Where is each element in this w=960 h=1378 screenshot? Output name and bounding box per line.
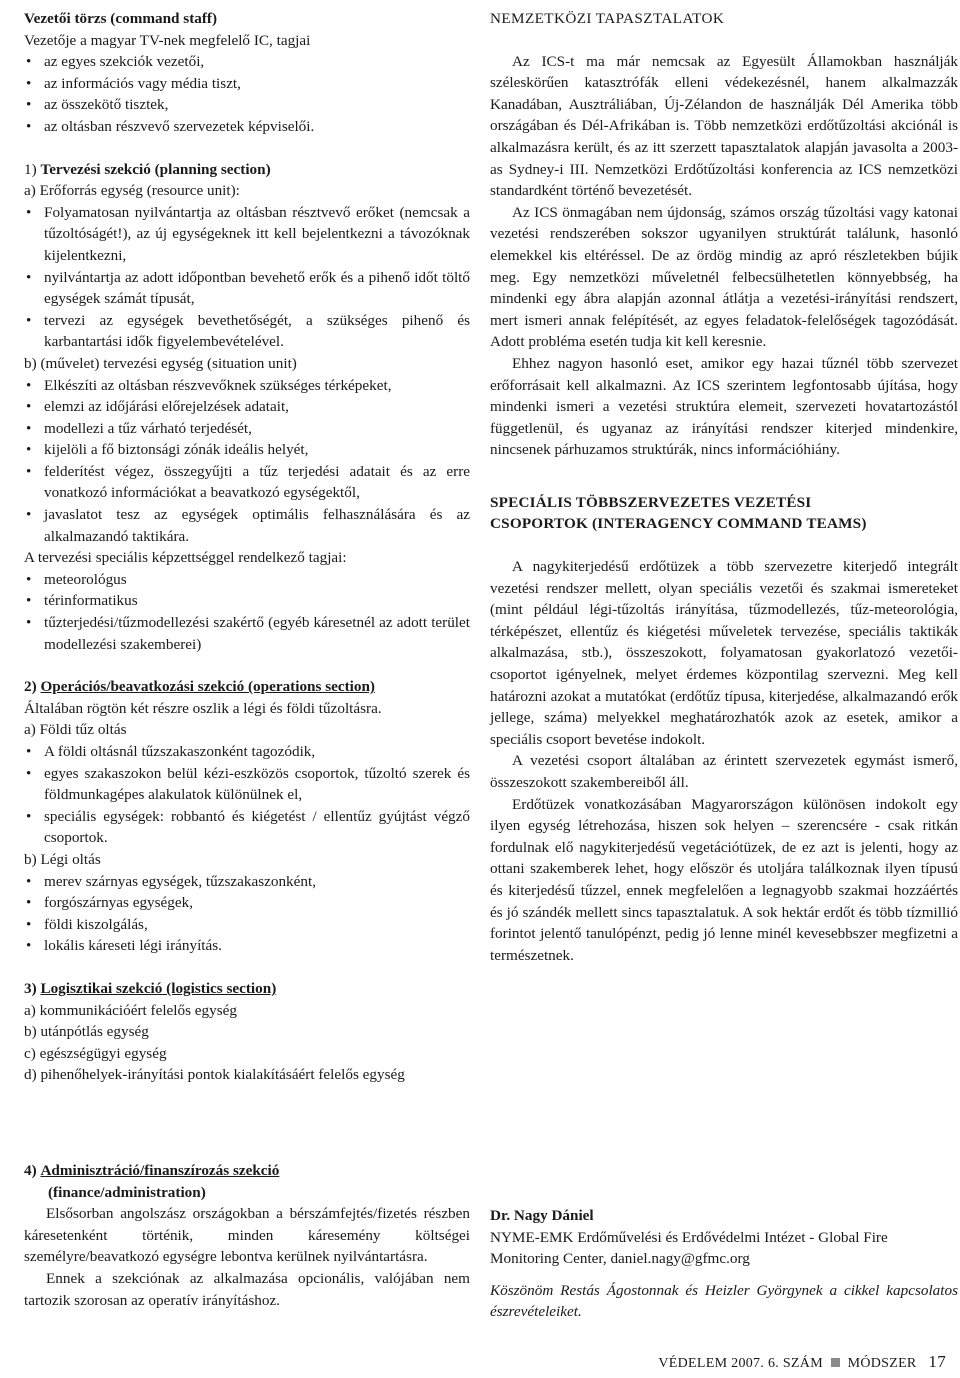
section-number: 4) xyxy=(24,1162,37,1179)
list-item: • nyilvántartja az adott időpontban bevehető erők és a pihenő időt töltő egységek számát típusát, xyxy=(24,267,470,310)
section-number: 2) xyxy=(24,678,37,696)
paragraph: A vezetési csoport általában az érintett szervezetek egymást ismerő, összeszokott szakembereiből áll. xyxy=(490,752,958,791)
section-number: 1) xyxy=(24,160,37,178)
subsection-a: a) Földi tűz oltás xyxy=(24,721,127,739)
list-item: d) pihenőhelyek-irányítási pontok kialakításáért felelős egység xyxy=(24,1066,405,1084)
left-column xyxy=(24,8,470,1086)
section-2-intro: Általában rögtön két részre oszlik a légi és földi tűzoltásra. xyxy=(24,699,382,717)
list-item: • tervezi az egységek bevethetőségét, a szükséges pihenő és karbantartási idők figyelembevételével. xyxy=(24,310,470,353)
list-item: • modellezi a tűz várható terjedését, xyxy=(24,418,470,440)
section-title: Adminisztráció/finanszírozás szekció xyxy=(40,1162,280,1179)
list-item: b) utánpótlás egység xyxy=(24,1023,149,1041)
section-title: Tervezési szekció (planning section) xyxy=(40,160,271,178)
paragraph: A nagykiterjedésű erdőtüzek a több szervezetre kiterjedő integrált vezetési rendszer mellett, olyan speciális vezetői és szakmai ismereteket (mint például légi-tűzoltás irányítása, tűzmodellezés, tűz-meteorológia, térképészet, ellentűz és kiégetési műveletek tervezése, speciális taktikák alkalmazása, stb.), összeszokott, folyamatosan gyakorlatozó vezetői-csoportot igényelnek, melyet érdemes központilag szervezni. Meg kell határozni azokat a mutatókat (erdőtűz típusa, kiterjedése, alkalmazandó erők jellege, száma) melyekkel meghatározhatók azok az esetek, amikor a speciális csoport bevetése indokolt. xyxy=(490,558,958,748)
list-item: • speciális egységek: robbantó és kiégetést / ellentűz gyújtást végző csoportok. xyxy=(24,806,470,849)
section-label: MÓDSZER xyxy=(847,1356,917,1371)
list-item: • A földi oltásnál tűzszakaszonként tagozódik, xyxy=(24,741,470,763)
list-item: • az oltásban részvevő szervezetek képviselői. xyxy=(24,116,470,138)
author-block xyxy=(490,1205,958,1323)
paragraph: Ehhez nagyon hasonló eset, amikor egy hazai tűznél több szervezet erőforrásait kell alkalmazni. Az ICS szerintem legfontosabb újítása, hogy mindenki ismeri a vezetési struktúra elemeit, szervezeti hovatartozástól függetlenül, és ugyanaz az irányítási rendszer kiterjed mindenkire, nincsenek párhuzamos struktúrák, nincs információhiány. xyxy=(490,354,958,459)
staff-title: Vezetői törzs (command staff) xyxy=(24,10,218,27)
finance-section xyxy=(24,1160,470,1311)
list-item: • egyes szakaszokon belül kézi-eszközös csoportok, tűzoltó szerek és földmunkagépes alakulatok különülnek el, xyxy=(24,763,470,806)
subsection-b: b) Légi oltás xyxy=(24,850,101,868)
right-column xyxy=(490,8,958,966)
paragraph: Elsősorban angolszász országokban a bérszámfejtés/fizetés részben káresetenként történik, minden káresemény költségei személyre/beavatkozó egységre lebontva kerülnek nyilvántartásra. xyxy=(24,1205,470,1266)
list-item: • meteorológus xyxy=(24,569,470,591)
list-item: a) kommunikációért felelős egység xyxy=(24,1001,237,1019)
heading-interagency-2: CSOPORTOK (INTERAGENCY COMMAND TEAMS) xyxy=(490,515,867,533)
page-number: 17 xyxy=(928,1352,946,1371)
list-item: • földi kiszolgálás, xyxy=(24,914,470,936)
section-title: Logisztikai szekció (logistics section) xyxy=(40,979,277,997)
heading-international: NEMZETKÖZI TAPASZTALATOK xyxy=(490,10,725,27)
section-1-heading xyxy=(24,159,470,181)
paragraph: Ennek a szekciónak az alkalmazása opcionális, valójában nem tartozik szorosan az operatív irányításhoz. xyxy=(24,1269,470,1309)
acknowledgement: Köszönöm Restás Ágostonnak és Heizler Györgynek a cikkel kapcsolatos észrevételeiket. xyxy=(490,1281,958,1321)
author-name: Dr. Nagy Dániel xyxy=(490,1207,594,1224)
list-item: • az információs vagy média tiszt, xyxy=(24,73,470,95)
list-item: • az összekötő tisztek, xyxy=(24,94,470,116)
paragraph: Az ICS-t ma már nemcsak az Egyesült Államokban használják széleskörűen katasztrófák elleni védekezésnél, hanem alkalmazzák Kanadában, Ausztráliában, Új-Zélandon de használják Dél Amerika több országában és Dél-Afrikában is. Több nemzetközi erdőtűzoltási akciónál is alkalmazásra került, és az itt szerzett tapasztalatok alapján javasolta a 2003-as Sydney-i III. Nemzetközi Erdőtűzoltási konferencia az ICS nemzetközi standardként történő bevezetését. xyxy=(490,52,958,200)
list-item: • forgószárnyas egységek, xyxy=(24,892,470,914)
section-4-subtitle: (finance/administration) xyxy=(48,1183,206,1201)
heading-interagency-1: SPECIÁLIS TÖBBSZERVEZETES VEZETÉSI xyxy=(490,493,812,511)
square-separator-icon xyxy=(831,1358,840,1367)
author-affiliation: NYME-EMK Erdőművelési és Erdővédelmi Intézet - Global Fire Monitoring Center, daniel.nagy@gfmc.org xyxy=(490,1228,888,1268)
list-item: • Folyamatosan nyilvántartja az oltásban résztvevő erőket (nemcsak a tűzoltóságét!), az új egységeknek itt kell bejelentkezni a távozóknak kijelentkezni, xyxy=(24,202,470,267)
section-2-heading xyxy=(24,676,470,698)
list-item: • Elkészíti az oltásban részvevőknek szükséges térképeket, xyxy=(24,375,470,397)
list-item: • tűzterjedési/tűzmodellezési szakértő (egyéb káresetnél az adott terület modellezési szakemberei) xyxy=(24,612,470,655)
list-item: • elemzi az időjárási előrejelzések adatait, xyxy=(24,396,470,418)
list-item: • az egyes szekciók vezetői, xyxy=(24,51,470,73)
list-item: • térinformatikus xyxy=(24,590,470,612)
subsection-b: b) (művelet) tervezési egység (situation unit) xyxy=(24,354,297,372)
list-item: • merev szárnyas egységek, tűzszakaszonként, xyxy=(24,871,470,893)
section-number: 3) xyxy=(24,979,37,997)
list-item: c) egészségügyi egység xyxy=(24,1044,167,1062)
section-title: Operációs/beavatkozási szekció (operations section) xyxy=(40,678,375,696)
page-footer xyxy=(658,1352,946,1372)
special-members-intro: A tervezési speciális képzettséggel rendelkező tagjai: xyxy=(24,549,347,567)
section-3-heading xyxy=(24,978,470,1000)
list-item: • lokális káreseti légi irányítás. xyxy=(24,935,470,957)
list-item: • felderítést végez, összegyűjti a tűz terjedési adatait és az erre vonatkozó információkat a beavatkozó egységektől, xyxy=(24,461,470,504)
staff-intro: Vezetője a magyar TV-nek megfelelő IC, tagjai xyxy=(24,31,311,49)
list-item: • kijelöli a fő biztonsági zónák ideális helyét, xyxy=(24,439,470,461)
paragraph: Erdőtüzek vonatkozásában Magyarországon különösen indokolt egy ilyen egység létrehozása, hiszen sok helyen – szerencsére - csak ritkán fordulnak elő nagykiterjedésű vegetációtüzek, de ez azt is jelenti, hogy az ottani szakemberek lehet, hogy először és utoljára találkoznak ilyen típusú és kiterjedésű tűzzel, ennek megfelelően a legnagyobb szakmai hozzáértés és jó szándék mellett sincs tapasztalatuk. A sok hektár erdőt és több tízmillió forintot jelentő tanulópénzt, pedig jó lenne minél kevesebbszer megfizetni a természetnek. xyxy=(490,795,958,964)
journal-label: VÉDELEM 2007. 6. SZÁM xyxy=(658,1356,823,1371)
list-item: • javaslatot tesz az egységek optimális felhasználására és az alkalmazandó taktikára. xyxy=(24,504,470,547)
section-4-heading xyxy=(24,1160,470,1182)
subsection-a: a) Erőforrás egység (resource unit): xyxy=(24,182,240,200)
paragraph: Az ICS önmagában nem újdonság, számos ország tűzoltási vagy katonai vezetési rendszerében sokszor ugyanilyen struktúrát találunk, hasonló elemekkel kis eltéréssel. De az ördög mindig az apró részletekben bújik meg. Egy nemzetközi műveletnél felbecsülhetetlen könnyebbség, ha mindenki egy ábra alapján azonnal átlátja a vezetési-irányítási rendszert, mert ismeri annak felépítését, az egyes feladatok-felelőségek tagozódását. Adott probléma esetén tudja kit kell keresnie. xyxy=(490,203,958,351)
